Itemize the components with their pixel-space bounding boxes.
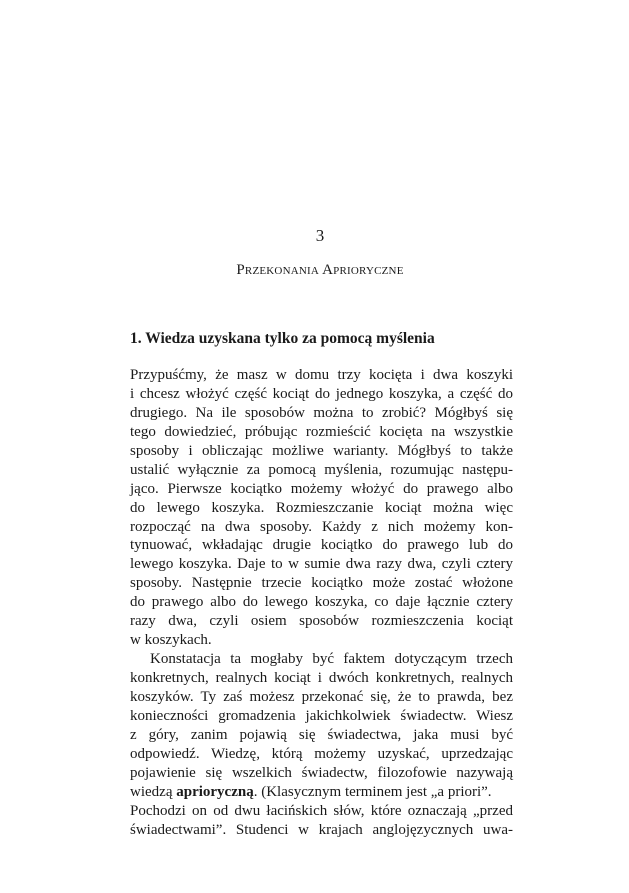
text-line: z góry, zanim pojawią się świadectwa, jaka musi być (130, 726, 513, 743)
text-line: sposoby. Następnie trzecie kociątko może zostać włożone (130, 575, 513, 592)
text-line: odpowiedź. Wiedzę, którą możemy uzyskać, uprzedzając (130, 745, 513, 762)
text-line: razy dwa, czyli osiem sposobów rozmieszczenia kociąt (130, 613, 513, 630)
text-line: jąco. Pierwsze kociątko możemy włożyć do prawego albo (130, 480, 513, 497)
text-line: pojawienie się wszelkich świadectw, filozofowie nazywają (130, 764, 513, 781)
text-line: konieczności gromadzenia jakichkolwiek świadectw. Wiesz (130, 707, 513, 724)
text-line: Konstatacja ta mogłaby być faktem dotyczącym trzech (150, 651, 513, 668)
chapter-title: Przekonania Aprioryczne (236, 262, 404, 278)
text-line: ustalić wyłącznie za pomocą myślenia, rozumując następu- (130, 461, 513, 478)
text-line-with-term (130, 783, 513, 802)
text-line: Pochodzi on od dwu łacińskich słów, które oznaczają „przed (130, 802, 513, 819)
text-line: do lewego koszyka. Rozmieszczanie kociąt można więc (130, 499, 513, 516)
text-line: do prawego albo do lewego koszyka, co daje łącznie cztery (130, 594, 513, 611)
text-line: świadectwami”. Studenci w krajach anglojęzycznych uwa- (130, 821, 513, 838)
text-line: tynuować, wkładając drugie kociątko do prawego lub do (130, 537, 513, 554)
text-segment: . (Klasycznym terminem jest „a priori”. (253, 783, 492, 800)
text-line: drugiego. Na ile sposobów można to zrobić? Mógłbyś się (130, 404, 513, 421)
text-line: lewego koszyka. Daje to w sumie dwa razy dwa, czyli cztery (130, 556, 513, 573)
text-line: w koszykach. (130, 632, 212, 649)
text-line: Przypuśćmy, że masz w domu trzy kocięta i dwa koszyki (130, 367, 513, 383)
section-heading: 1. Wiedza uzyskana tylko za pomocą myślenia (130, 330, 435, 347)
text-line: i chcesz włożyć część kociąt do jednego koszyka, a część do (130, 385, 513, 402)
text-line: tego dowiedzieć, próbując rozmieścić kocięta na wszystkie (130, 423, 513, 440)
text-segment: wiedzą (130, 783, 177, 800)
chapter-number: 3 (315, 226, 325, 245)
key-term: aprioryczną (176, 783, 254, 800)
text-line: rozpocząć na dwa sposoby. Każdy z nich możemy kon- (130, 518, 513, 535)
text-line: koszyków. Ty zaś możesz przekonać się, że to prawda, bez (130, 688, 513, 705)
body-text (130, 366, 513, 839)
text-line: sposoby i obliczając możliwe warianty. Mógłbyś to także (130, 442, 513, 459)
text-line: konkretnych, realnych kociąt i dwóch konkretnych, realnych (130, 670, 513, 686)
